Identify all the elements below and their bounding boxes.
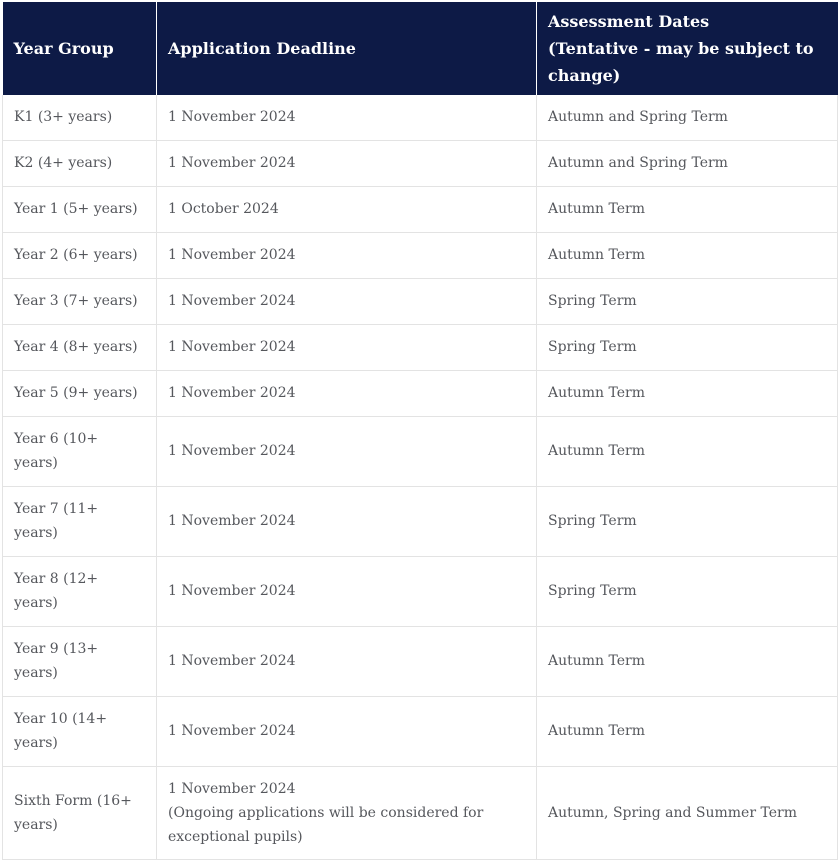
table-body	[3, 95, 838, 860]
cell-assessment-dates: Autumn, Spring and Summer Term	[537, 767, 838, 860]
cell-year-group: Year 8 (12+ years)	[3, 557, 157, 627]
deadline-date: 1 November 2024	[168, 155, 296, 171]
cell-assessment-dates: Autumn Term	[537, 233, 838, 279]
header-assessment-title: Assessment Dates	[548, 12, 710, 31]
deadline-note: (Ongoing applications will be considered for exceptional pupils)	[168, 805, 484, 845]
table-row	[3, 627, 838, 697]
cell-year-group: Year 5 (9+ years)	[3, 371, 157, 417]
deadline-date: 1 November 2024	[168, 293, 296, 309]
deadline-date: 1 October 2024	[168, 201, 279, 217]
deadline-date: 1 November 2024	[168, 247, 296, 263]
deadline-date: 1 November 2024	[168, 109, 296, 125]
table-row	[3, 697, 838, 767]
admissions-table-wrapper	[2, 2, 837, 860]
table-row	[3, 141, 838, 187]
cell-application-deadline	[157, 697, 537, 767]
header-row	[3, 2, 838, 95]
cell-application-deadline	[157, 95, 537, 141]
cell-application-deadline	[157, 141, 537, 187]
table-row	[3, 487, 838, 557]
cell-assessment-dates: Autumn Term	[537, 371, 838, 417]
table-row	[3, 279, 838, 325]
cell-application-deadline	[157, 487, 537, 557]
cell-application-deadline	[157, 233, 537, 279]
cell-application-deadline	[157, 187, 537, 233]
cell-year-group: Year 6 (10+ years)	[3, 417, 157, 487]
header-assessment-dates	[537, 2, 838, 95]
cell-application-deadline	[157, 371, 537, 417]
deadline-date: 1 November 2024	[168, 781, 296, 797]
cell-assessment-dates: Autumn Term	[537, 697, 838, 767]
cell-year-group: Year 2 (6+ years)	[3, 233, 157, 279]
cell-application-deadline	[157, 627, 537, 697]
admissions-deadlines-table	[2, 2, 838, 860]
header-year-group: Year Group	[3, 2, 157, 95]
cell-assessment-dates: Spring Term	[537, 279, 838, 325]
table-row	[3, 187, 838, 233]
deadline-date: 1 November 2024	[168, 513, 296, 529]
cell-year-group: K1 (3+ years)	[3, 95, 157, 141]
cell-application-deadline	[157, 417, 537, 487]
table-row	[3, 325, 838, 371]
cell-assessment-dates: Spring Term	[537, 487, 838, 557]
cell-year-group: Year 4 (8+ years)	[3, 325, 157, 371]
cell-year-group: Year 7 (11+ years)	[3, 487, 157, 557]
cell-year-group: Year 1 (5+ years)	[3, 187, 157, 233]
cell-application-deadline	[157, 557, 537, 627]
table-row	[3, 557, 838, 627]
cell-assessment-dates: Autumn Term	[537, 187, 838, 233]
deadline-date: 1 November 2024	[168, 653, 296, 669]
deadline-date: 1 November 2024	[168, 443, 296, 459]
deadline-date: 1 November 2024	[168, 339, 296, 355]
deadline-date: 1 November 2024	[168, 385, 296, 401]
table-row	[3, 233, 838, 279]
deadline-date: 1 November 2024	[168, 723, 296, 739]
cell-year-group: K2 (4+ years)	[3, 141, 157, 187]
cell-assessment-dates: Autumn and Spring Term	[537, 95, 838, 141]
cell-year-group: Year 3 (7+ years)	[3, 279, 157, 325]
cell-application-deadline	[157, 767, 537, 860]
cell-assessment-dates: Spring Term	[537, 557, 838, 627]
header-assessment-note: (Tentative - may be subject to change)	[548, 39, 814, 85]
header-application-deadline: Application Deadline	[157, 2, 537, 95]
table-header	[3, 2, 838, 95]
cell-year-group: Sixth Form (16+ years)	[3, 767, 157, 860]
table-row	[3, 371, 838, 417]
cell-assessment-dates: Spring Term	[537, 325, 838, 371]
cell-assessment-dates: Autumn Term	[537, 627, 838, 697]
cell-year-group: Year 10 (14+ years)	[3, 697, 157, 767]
table-row	[3, 767, 838, 860]
table-row	[3, 417, 838, 487]
cell-year-group: Year 9 (13+ years)	[3, 627, 157, 697]
table-row	[3, 95, 838, 141]
cell-application-deadline	[157, 325, 537, 371]
cell-assessment-dates: Autumn Term	[537, 417, 838, 487]
cell-application-deadline	[157, 279, 537, 325]
cell-assessment-dates: Autumn and Spring Term	[537, 141, 838, 187]
deadline-date: 1 November 2024	[168, 583, 296, 599]
